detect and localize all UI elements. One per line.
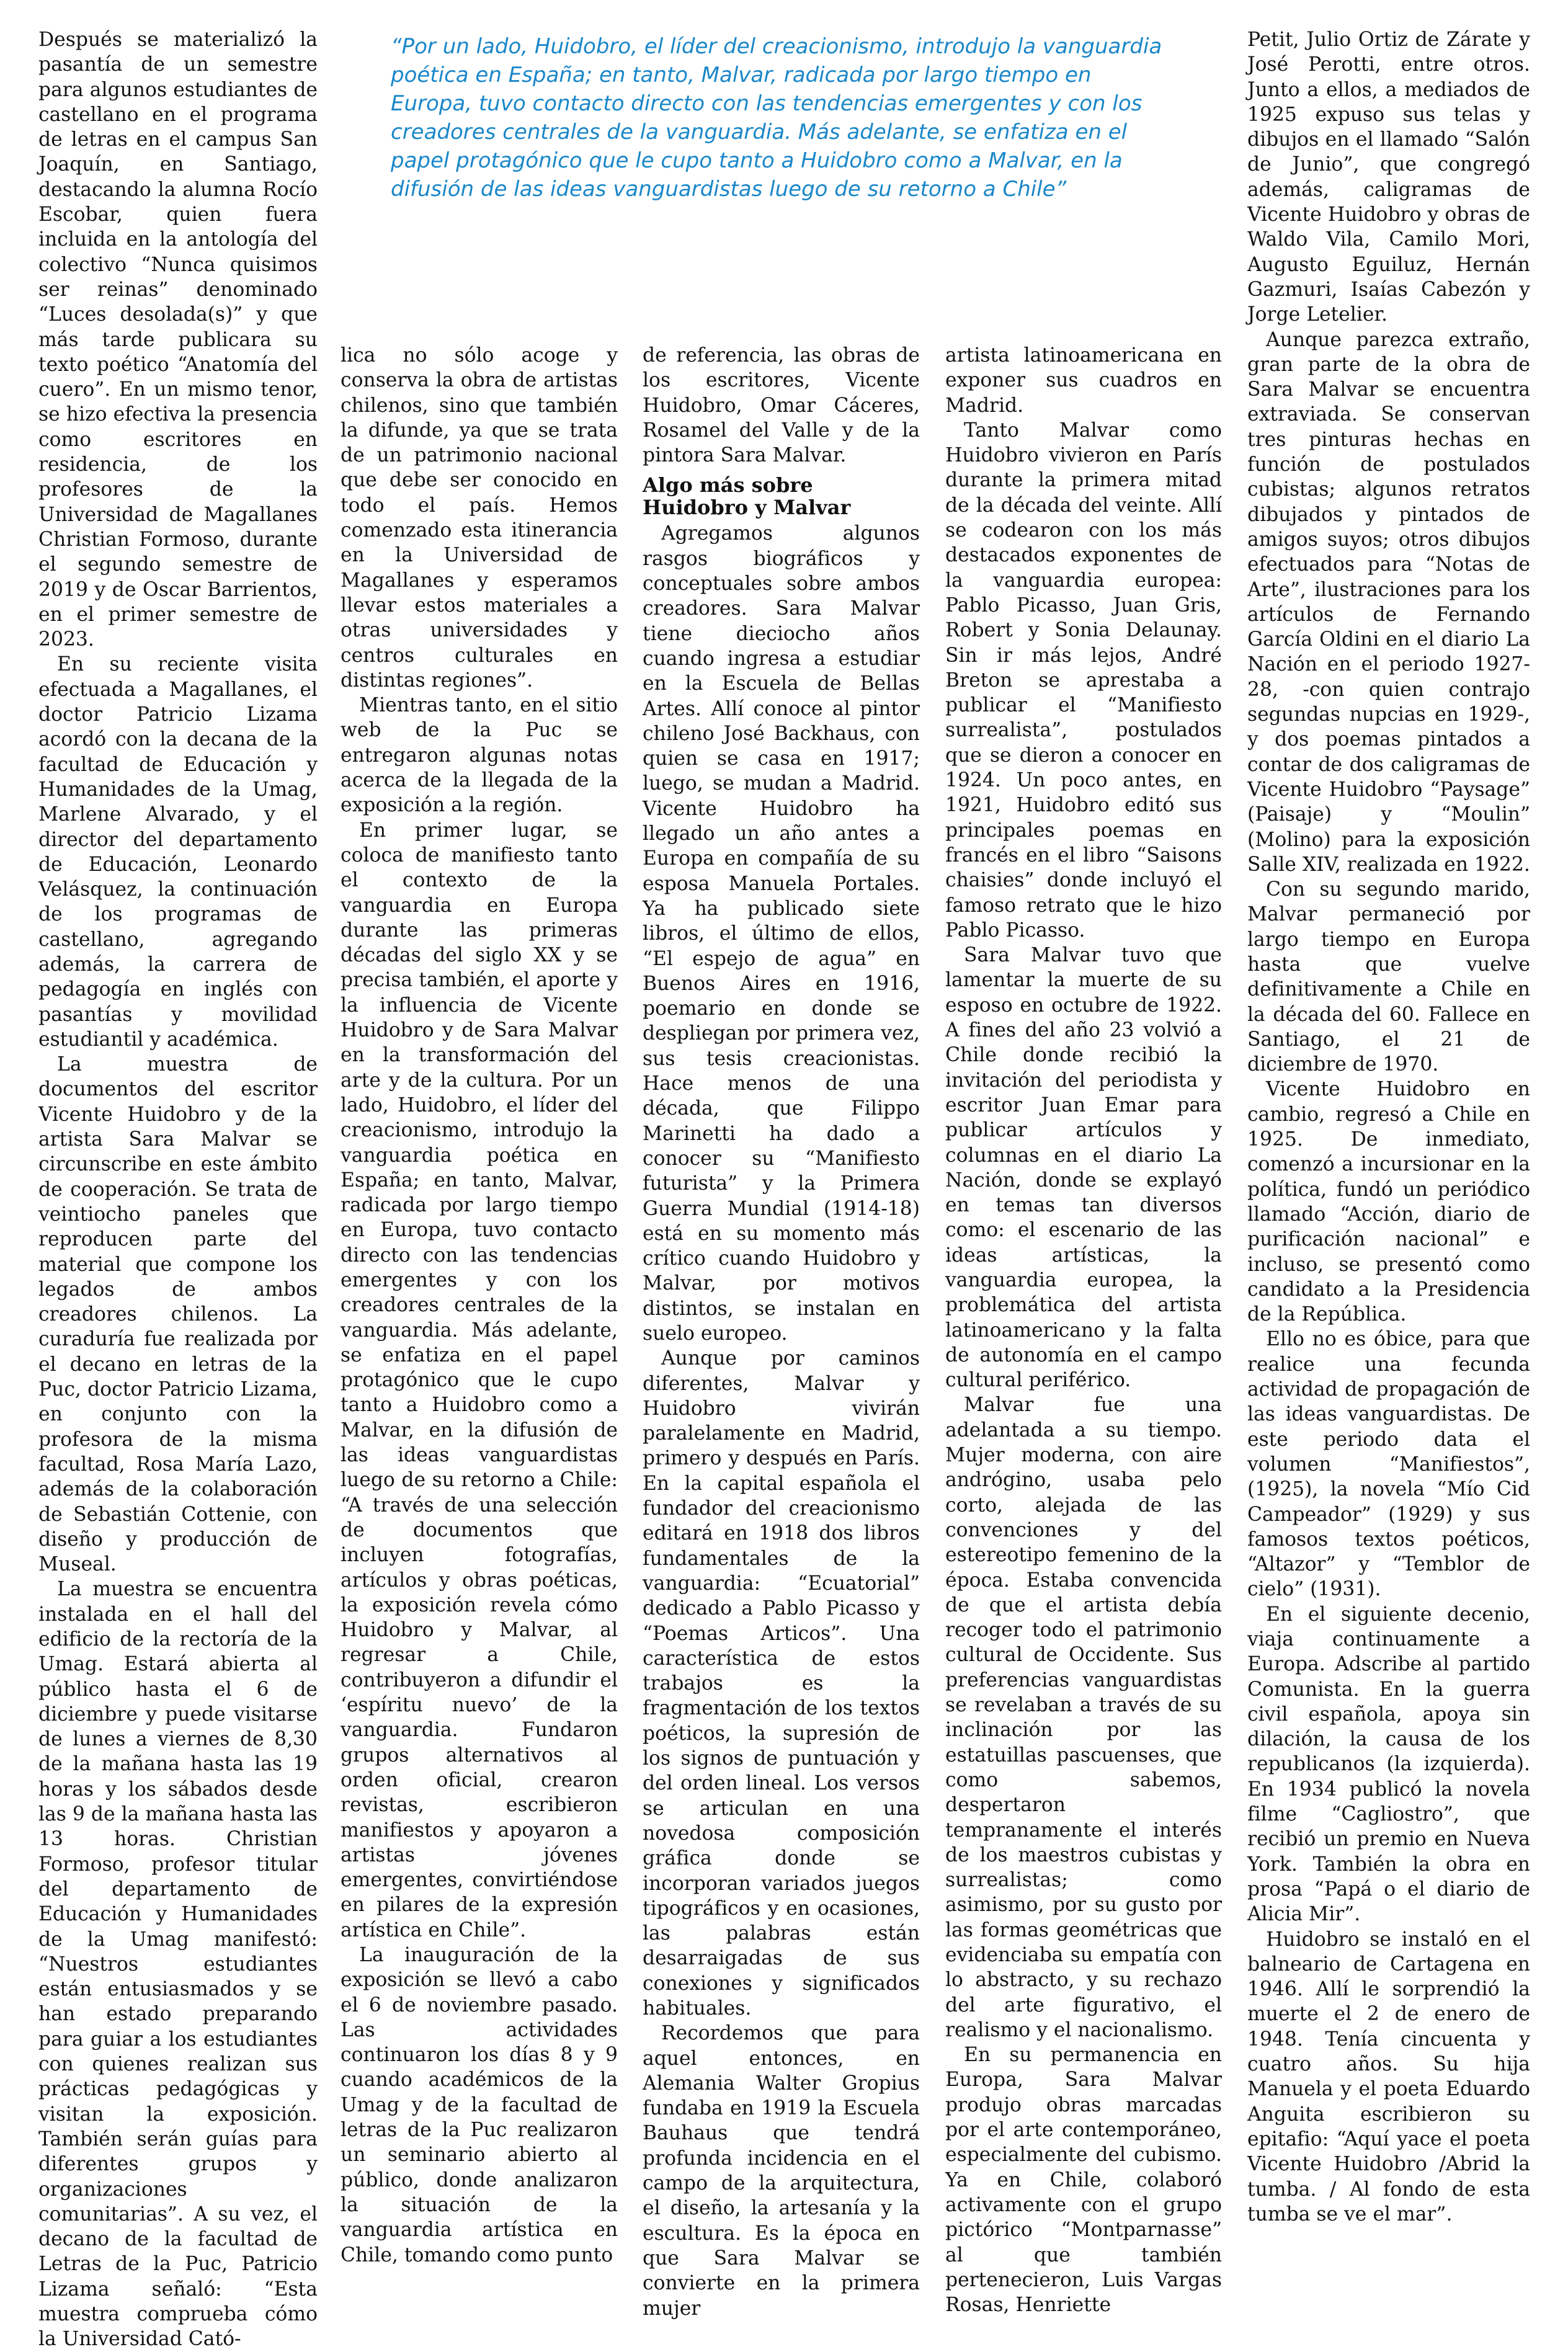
article-column-3 bbox=[643, 343, 920, 2320]
article-column-5 bbox=[1247, 27, 1530, 2225]
paragraph: En su reciente visita efectuada a Magallanes, el doctor Patricio Lizama acordó con la decana de la facultad de Educación y Humanidades de la Umag, Marlene Alvarado, y el director del departamento de Educación, Leonardo Velásquez, la continuación de los programas de castellano, agregando además, la carrera de pedagogía en inglés con pasantías y movilidad estudiantil y académica. bbox=[38, 653, 318, 1051]
paragraph: Ello no es óbice, para que realice una fecunda actividad de propagación de las ideas vanguardistas. De este periodo data el volumen “Manifiestos”, (1925), la novela “Mío Cid Campeador” (1929) y sus famosos textos poéticos, “Altazor” y “Temblor de cielo” (1931). bbox=[1247, 1328, 1530, 1601]
paragraph: Con su segundo marido, Malvar permaneció por largo tiempo en Europa hasta que vuelve definitivamente a Chile en la década del 60. Fallece en Santiago, el 21 de diciembre de 1970. bbox=[1247, 878, 1530, 1076]
paragraph: Petit, Julio Ortiz de Zárate y José Perotti, entre otros. Junto a ellos, a mediados de 1925 expuso sus telas y dibujos en el llamado “Salón de Junio”, que congregó además, caligramas de Vicente Huidobro y obras de Waldo Vila, Camilo Mori, Augusto Eguiluz, Hernán Gazmuri, Isaías Cabezón y Jorge Letelier. bbox=[1247, 29, 1530, 326]
paragraph: En el siguiente decenio, viaja continuamente a Europa. Adscribe al partido Comunista. En la guerra civil española, apoya sin dilación, la causa de los republicanos (la izquierda). En 1934 publicó la novela filme “Cagliostro”, que recibió un premio en Nueva York. También la obra en prosa “Papá o el diario de Alicia Mir”. bbox=[1247, 1603, 1530, 1926]
paragraph: En su permanencia en Europa, Sara Malvar produjo obras marcadas por el arte contemporáneo, especialmente del cubismo. Ya en Chile, colaboró activamente con el grupo pictórico “Montparnasse” al que también pertenecieron, Luis Vargas Rosas, Henriette bbox=[945, 2044, 1222, 2317]
article-column-1 bbox=[38, 27, 318, 2351]
paragraph: Sara Malvar tuvo que lamentar la muerte de su esposo en octubre de 1922. A fines del año 23 volvió a Chile donde recibió la invitación del periodista y escritor Juan Emar para publicar artículos y columnas en el diario La Nación, donde se explayó en temas tan diversos como: el escenario de las ideas artísticas, la vanguardia europea, la problemática del artista latinoamericano y la falta de autonomía en el campo cultural periférico. bbox=[945, 944, 1222, 1392]
section-heading: Algo más sobre Huidobro y Malvar bbox=[643, 473, 851, 520]
paragraph: Después se materializó la pasantía de un semestre para algunos estudiantes de castellano en el programa de letras en el campus San Joaquín, en Santiago, destacando la alumna Rocío Escobar, quien fuera incluida en la antología del colectivo “Nunca quisimos ser reinas” denominado “Luces desolada(s)” y que más tarde publicara su texto poético “Anatomía del cuero”. En un mismo tenor, se hizo efectiva la presencia como escritores en residencia, de los profesores de la Universidad de Magallanes Christian Formoso, durante el segundo semestre de 2019 y de Oscar Barrientos, en el primer semestre de 2023. bbox=[38, 29, 318, 651]
paragraph: de referencia, las obras de los escritores, Vicente Huidobro, Omar Cáceres, Rosamel del Valle y de la pintora Sara Malvar. bbox=[643, 344, 920, 467]
paragraph: Agregamos algunos rasgos biográficos y conceptuales sobre ambos creadores. Sara Malvar tiene dieciocho años cuando ingresa a estudiar en la Escuela de Bellas Artes. Allí conoce al pintor chileno José Backhaus, con quien se casa en 1917; luego, se mudan a Madrid. Vicente Huidobro ha llegado un año antes a Europa en compañía de su esposa Manuela Portales. Ya ha publicado siete libros, el último de ellos, “El espejo de agua” en Buenos Aires en 1916, poemario en donde se despliegan por primera vez, sus tesis creacionistas. Hace menos de una década, que Filippo Marinetti ha dado a conocer su “Manifiesto futurista” y la Primera Guerra Mundial (1914-18) está en su momento más crítico cuando Huidobro y Malvar, por motivos distintos, se instalan en suelo europeo. bbox=[643, 522, 920, 1345]
paragraph: Huidobro se instaló en el balneario de Cartagena en 1946. Allí le sorprendió la muerte el 2 de enero de 1948. Tenía cincuenta y cuatro años. Su hija Manuela y el poeta Eduardo Anguita escribieron su epitafio: “Aquí yace el poeta Vicente Huidobro /Abrid la tumba. / Al fondo de esta tumba se ve el mar”. bbox=[1247, 1928, 1530, 2225]
paragraph: La muestra se encuentra instalada en el hall del edificio de la rectoría de la Umag. Estará abierta al público hasta el 6 de diciembre y puede visitarse de lunes a viernes de 8,30 de la mañana hasta las 19 horas y los sábados desde las 9 de la mañana hasta las 13 horas. Christian Formoso, profesor titular del departamento de Educación y Humanidades de la Umag manifestó: “Nuestros estudiantes están entusiasmados y se han estado preparando para guiar a los estudiantes con quienes realizan sus prácticas pedagógicas y visitan la exposición. También serán guías para diferentes grupos y organizaciones comunitarias”. A su vez, el decano de la facultad de Letras de la Puc, Patricio Lizama señaló: “Esta muestra comprueba cómo la Universidad Cató- bbox=[38, 1578, 318, 2351]
paragraph: En primer lugar, se coloca de manifiesto tanto el contexto de la vanguardia en Europa durante las primeras décadas del siglo XX y se precisa también, el aporte y la influencia de Vicente Huidobro y de Sara Malvar en la transformación del arte y de la cultura. Por un lado, Huidobro, el líder del creacionismo, introdujo la vanguardia poética en España; en tanto, Malvar, radicada por largo tiempo en Europa, tuvo contacto directo con las tendencias emergentes y con los creadores centrales de la vanguardia. Más adelante, se enfatiza en el papel protagónico que le cupo tanto a Huidobro como a Malvar, en la difusión de las ideas vanguardistas luego de su retorno a Chile: “A través de una selección de documentos que incluyen fotografías, artículos y obras poéticas, la exposición revela cómo Huidobro y Malvar, al regresar a Chile, contribuyeron a difundir el ‘espíritu nuevo’ de la vanguardia. Fundaron grupos alternativos al orden oficial, crearon revistas, escribieron manifiestos y apoyaron a artistas jóvenes emergentes, convirtiéndose en pilares de la expresión artística en Chile”. bbox=[341, 819, 618, 1941]
paragraph: artista latinoamericana en exponer sus cuadros en Madrid. bbox=[945, 344, 1222, 417]
paragraph: Aunque parezca extraño, gran parte de la obra de Sara Malvar se encuentra extraviada. Se conservan tres pinturas hechas en función de postulados cubistas; algunos retratos dibujados y pintados de amigos suyos; otros dibujos efectuados para “Notas de Arte”, ilustraciones para los artículos de Fernando García Oldini en el diario La Nación en el periodo 1927-28, -con quien contrajo segundas nupcias en 1929-, y dos poemas pintados a contar de dos caligramas de Vicente Huidobro “Paysage” (Paisaje) y “Moulin” (Molino) para la exposición Salle XIV, realizada en 1922. bbox=[1247, 328, 1530, 876]
article-column-4 bbox=[945, 343, 1222, 2317]
paragraph: Malvar fue una adelantada a su tiempo. Mujer moderna, con aire andrógino, usaba pelo corto, alejada de las convenciones y del estereotipo femenino de la época. Estaba convencida de que el artista debía recoger todo el patrimonio cultural de Occidente. Sus preferencias vanguardistas se revelaban a través de su inclinación por las estatuillas pascuenses, que como sabemos, despertaron tempranamente el interés de los maestros cubistas y surrealistas; como asimismo, por su gusto por las formas geométricas que evidenciaba su empatía con lo abstracto, y su rechazo del arte figurativo, el realismo y el nacionalismo. bbox=[945, 1394, 1222, 2041]
paragraph: La inauguración de la exposición se llevó a cabo el 6 de noviembre pasado. Las actividades continuaron los días 8 y 9 cuando académicos de la Umag y de la facultad de letras de la Puc realizaron un seminario abierto al público, donde analizaron la situación de la vanguardia artística en Chile, tomando como punto bbox=[341, 1944, 618, 2266]
article-column-2 bbox=[341, 343, 618, 2266]
paragraph: Aunque por caminos diferentes, Malvar y Huidobro vivirán paralelamente en Madrid, primero y después en París. En la capital española el fundador del creacionismo editará en 1918 dos libros fundamentales de la vanguardia: “Ecuatorial” dedicado a Pablo Picasso y “Poemas Articos”. Una característica de estos trabajos es la fragmentación de los textos poéticos, la supresión de los signos de puntuación y del orden lineal. Los versos se articulan en una novedosa composición gráfica donde se incorporan variados juegos tipográficos y en ocasiones, las palabras están desarraigadas de sus conexiones y significados habituales. bbox=[643, 1347, 920, 2020]
paragraph: lica no sólo acoge y conserva la obra de artistas chilenos, sino que también la difunde, ya que se trata de un patrimonio nacional que debe ser conocido en todo el país. Hemos comenzado esta itinerancia en la Universidad de Magallanes y esperamos llevar estos materiales a otras universidades y centros culturales en distintas regiones”. bbox=[341, 344, 618, 692]
paragraph: Recordemos que para aquel entonces, en Alemania Walter Gropius fundaba en 1919 la Escuela Bauhaus que tendrá profunda incidencia en el campo de la arquitectura, el diseño, la artesanía y la escultura. Es la época en que Sara Malvar se convierte en la primera mujer bbox=[643, 2022, 920, 2320]
paragraph: La muestra de documentos del escritor Vicente Huidobro y de la artista Sara Malvar se circunscribe en este ámbito de cooperación. Se trata de veintiocho paneles que reproducen parte del material que compone los legados de ambos creadores chilenos. La curaduría fue realizada por el decano en letras de la Puc, doctor Patricio Lizama, en conjunto con la profesora de la misma facultad, Rosa María Lazo, además de la colaboración de Sebastián Cottenie, con diseño y producción de Museal. bbox=[38, 1053, 318, 1576]
paragraph: Vicente Huidobro en cambio, regresó a Chile en 1925. De inmediato, comenzó a incursionar en la política, fundó un periódico llamado “Acción, diario de purificación nacional” e incluso, se presentó como candidato a la Presidencia de la República. bbox=[1247, 1078, 1530, 1326]
paragraph: Mientras tanto, en el sitio web de la Puc se entregaron algunas notas acerca de la llegada de la exposición a la región. bbox=[341, 694, 618, 817]
pull-quote: “Por un lado, Huidobro, el líder del creacionismo, introdujo la vanguardia poética en España; en tanto, Malvar, radicada por largo tiempo en Europa, tuvo contacto directo con las tendencias emergentes y con los creadores centrales de la vanguardia. Más adelante, se enfatiza en el papel protagónico que le cupo tanto a Huidobro como a Malvar, en la difusión de las ideas vanguardistas luego de su retorno a Chile” bbox=[391, 34, 1162, 202]
paragraph: Tanto Malvar como Huidobro vivieron en París durante la primera mitad de la década del veinte. Allí se codearon con los más destacados exponentes de la vanguardia europea: Pablo Picasso, Juan Gris, Robert y Sonia Delaunay. Sin ir más lejos, André Breton se aprestaba a publicar el “Manifiesto surrealista”, postulados que se dieron a conocer en 1924. Un poco antes, en 1921, Huidobro editó sus principales poemas en francés en el libro “Saisons chaisies” donde incluyó el famoso retrato que le hizo Pablo Picasso. bbox=[945, 419, 1222, 942]
